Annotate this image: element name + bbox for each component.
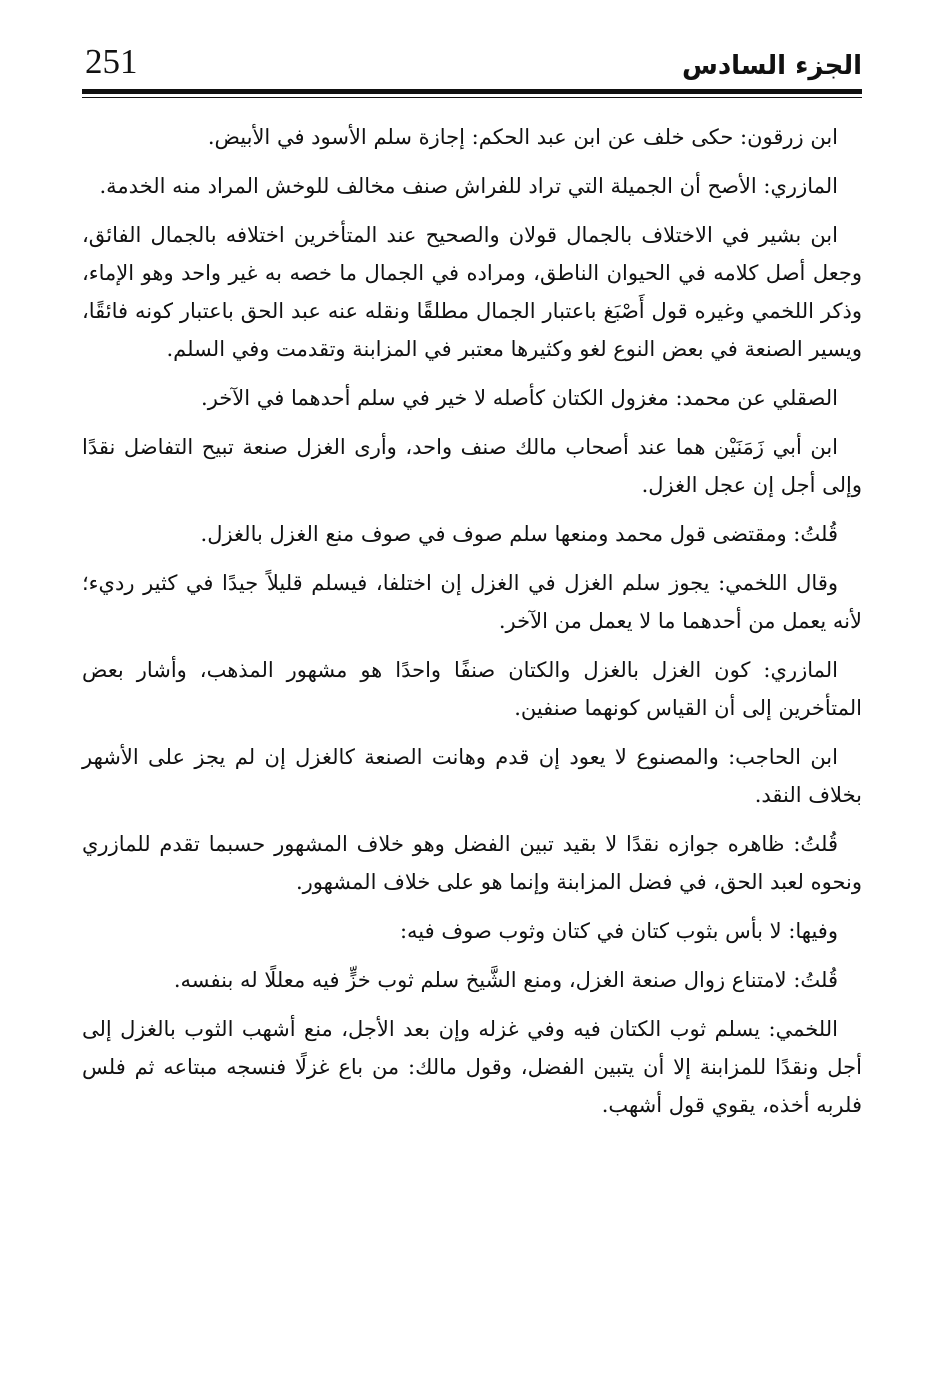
paragraph: قُلتُ: ومقتضى قول محمد ومنعها سلم صوف في صوف منع الغزل بالغزل. — [200, 522, 838, 546]
running-title: الجزء السادس — [681, 51, 862, 81]
paragraph: اللخمي: يسلم ثوب الكتان فيه وفي غزله وإن بعد الأجل، منع أشهب الثوب بالغزل إلى أجل ونقدًا للمزابنة إلا أن يتبين الفضل، وقول مالك: من باع غزلًا فنسجه مبتاعه ثم فلس فلربه أخذه، يقوي قول أشهب. — [82, 1017, 862, 1117]
paragraph: ابن بشير في الاختلاف بالجمال قولان والصحيح عند المتأخرين اختلافه بالجمال الفائق، وجعل أصل كلامه في الحيوان الناطق، ومراده في الجمال ما خصه به غير واحد وهو الإماء، وذكر اللخمي وغيره قول أَصْبَغ باعتبار الجمال مطلقًا ونقله عنه عبد الحق باعتبار كونه فائقًا، ويسير الصنعة في بعض النوع لغو وكثيرها معتبر في المزابنة وتقدمت وفي السلم. — [82, 223, 862, 361]
paragraph: قُلتُ: لامتناع زوال صنعة الغزل، ومنع الشَّيخ سلم ثوب خزٍّ فيه معللًا له بنفسه. — [173, 968, 838, 992]
paragraph: وقال اللخمي: يجوز سلم الغزل في الغزل إن اختلفا، فيسلم قليلاً جيدًا في كثير رديء؛ لأنه يعمل من أحدهما ما لا يعمل من الآخر. — [82, 571, 862, 633]
page-number: 251 — [85, 42, 138, 81]
page-header — [82, 40, 862, 90]
header-rule-thin — [82, 97, 862, 98]
header-rule-thick — [82, 89, 862, 94]
paragraph: الصقلي عن محمد: مغزول الكتان كأصله لا خير في سلم أحدهما في الآخر. — [201, 386, 838, 410]
paragraph: قُلتُ: ظاهره جوازه نقدًا لا بقيد تبين الفضل وهو خلاف المشهور حسبما تقدم للمازري ونحوه لعبد الحق، في فضل المزابنة وإنما هو على خلاف المشهور. — [82, 832, 862, 894]
paragraph: ابن زرقون: حكى خلف عن ابن عبد الحكم: إجازة سلم الأسود في الأبيض. — [207, 125, 838, 149]
paragraph: ابن الحاجب: والمصنوع لا يعود إن قدم وهانت الصنعة كالغزل إن لم يجز على الأشهر بخلاف النقد. — [82, 745, 862, 807]
paragraph: ابن أبي زَمَنَيْن هما عند أصحاب مالك صنف واحد، وأرى الغزل صنعة تبيح التفاضل نقدًا وإلى أجل إن عجل الغزل. — [82, 435, 862, 497]
page-body — [82, 118, 862, 1135]
paragraph: المازري: الأصح أن الجميلة التي تراد للفراش صنف مخالف للوخش المراد منه الخدمة. — [99, 174, 838, 198]
paragraph: وفيها: لا بأس بثوب كتان في كتان وثوب صوف فيه: — [399, 919, 838, 943]
paragraph: المازري: كون الغزل بالغزل والكتان صنفًا واحدًا هو مشهور المذهب، وأشار بعض المتأخرين إلى أن القياس كونهما صنفين. — [82, 658, 862, 720]
